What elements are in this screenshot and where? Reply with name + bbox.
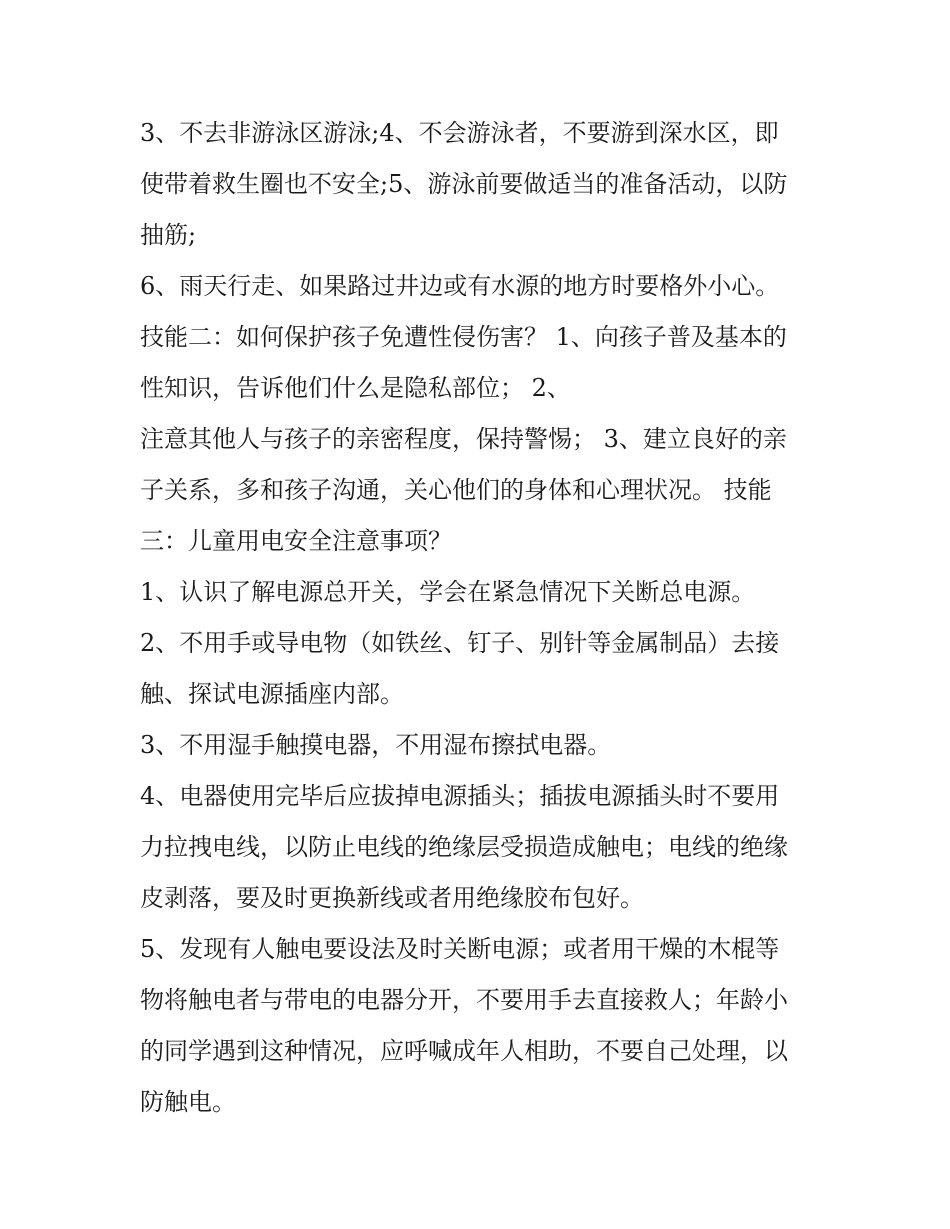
text-line: 力拉拽电线，以防止电线的绝缘层受损造成触电；电线的绝缘 — [140, 833, 788, 861]
text-line: 触、探试电源插座内部。 — [140, 680, 404, 708]
text-line: 6、雨天行走、如果路过井边或有水源的地方时要格外小心。 — [140, 272, 780, 300]
text-line: 2、不用手或导电物（如铁丝、钉子、别针等金属制品）去接 — [140, 629, 780, 657]
text-line: 注意其他人与孩子的亲密程度，保持警惕； 3、建立良好的亲 — [140, 425, 787, 453]
text-line: 5、发现有人触电要设法及时关断电源；或者用干燥的木棍等 — [140, 935, 780, 963]
text-line: 三：儿童用电安全注意事项？ — [140, 527, 452, 555]
text-line: 3、不用湿手触摸电器，不用湿布擦拭电器。 — [140, 731, 612, 759]
text-line: 子关系，多和孩子沟通，关心他们的身体和心理状况。 技能 — [140, 476, 772, 504]
text-line: 物将触电者与带电的电器分开，不要用手去直接救人；年龄小 — [140, 986, 788, 1014]
text-line: 技能二：如何保护孩子免遭性侵伤害？ 1、向孩子普及基本的 — [140, 323, 787, 351]
text-line: 4、电器使用完毕后应拔掉电源插头；插拔电源插头时不要用 — [140, 782, 780, 810]
text-line: 性知识，告诉他们什么是隐私部位； 2、 — [140, 374, 571, 402]
text-line: 1、认识了解电源总开关，学会在紧急情况下关断总电源。 — [140, 578, 756, 606]
text-line: 抽筋; — [140, 221, 197, 249]
text-line: 3、不去非游泳区游泳;4、不会游泳者，不要游到深水区，即 — [140, 119, 779, 147]
text-line: 皮剥落，要及时更换新线或者用绝缘胶布包好。 — [140, 884, 644, 912]
body-text — [140, 108, 830, 1128]
text-line: 的同学遇到这种情况，应呼喊成年人相助，不要自己处理，以 — [140, 1037, 788, 1065]
text-line: 防触电。 — [140, 1088, 236, 1116]
text-line: 使带着救生圈也不安全;5、游泳前要做适当的准备活动，以防 — [140, 170, 788, 198]
